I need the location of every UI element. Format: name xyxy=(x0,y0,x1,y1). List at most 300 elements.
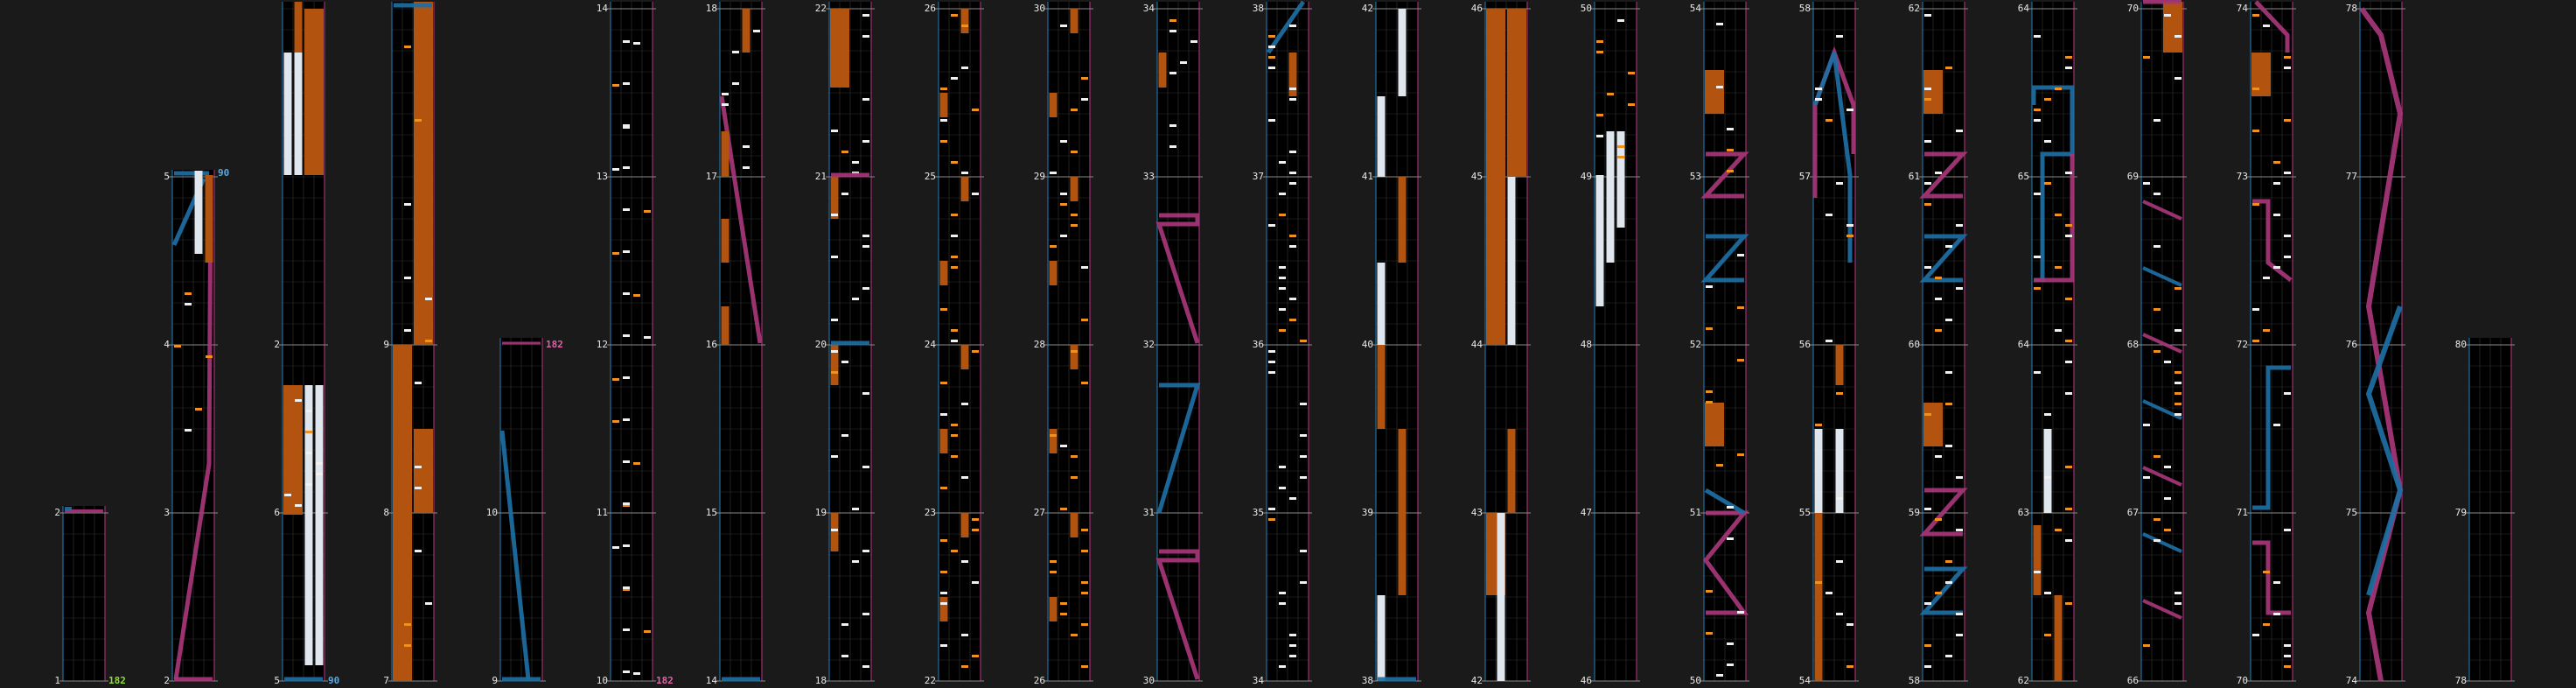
tap-note xyxy=(940,88,947,90)
measure-number: 46 xyxy=(1580,675,1592,686)
tap-note xyxy=(2252,203,2259,206)
tap-note xyxy=(1826,592,1833,594)
tap-note xyxy=(1060,235,1067,237)
tap-note xyxy=(1924,14,1931,17)
tap-note xyxy=(2044,140,2051,143)
tap-note xyxy=(972,193,979,195)
measure-number: 58 xyxy=(1908,675,1920,686)
hold-note xyxy=(743,9,750,53)
tap-note xyxy=(2065,466,2072,468)
tap-note xyxy=(1706,632,1713,635)
tap-note xyxy=(743,166,750,169)
tap-note xyxy=(1617,145,1624,148)
tap-note xyxy=(1268,350,1275,353)
tap-note xyxy=(1945,245,1952,248)
tap-note xyxy=(1924,88,1931,90)
tap-note xyxy=(862,665,869,668)
measure-number: 67 xyxy=(2126,507,2139,518)
tap-note xyxy=(1169,145,1176,148)
measure-number: 14 xyxy=(705,675,717,686)
tap-note xyxy=(1060,203,1067,206)
tap-note xyxy=(185,292,192,295)
tap-note xyxy=(1924,203,1931,206)
tap-note xyxy=(2284,655,2291,657)
measure-number: 76 xyxy=(2345,339,2357,350)
tap-note xyxy=(961,634,968,636)
measure-number: 49 xyxy=(1580,171,1592,182)
tap-note xyxy=(612,84,619,87)
tap-note xyxy=(2034,371,2041,374)
tap-note xyxy=(1289,151,1296,153)
measure-number: 26 xyxy=(1033,675,1045,686)
hold-note xyxy=(830,9,849,88)
hold-note xyxy=(1508,177,1516,345)
measure-number: 38 xyxy=(1361,675,1373,686)
measure-number: 36 xyxy=(1252,339,1264,350)
tap-note xyxy=(862,245,869,248)
hold-note xyxy=(722,306,730,345)
tap-note xyxy=(1945,581,1952,584)
tap-note xyxy=(862,98,869,101)
measure-number: 39 xyxy=(1361,507,1373,518)
tap-note xyxy=(1924,665,1931,668)
hold-note xyxy=(2044,429,2052,513)
measure-number: 5 xyxy=(164,171,170,182)
tap-note xyxy=(1289,182,1296,185)
tap-note xyxy=(2065,539,2072,542)
tap-note xyxy=(1956,130,1963,132)
tap-note xyxy=(1956,613,1963,615)
measure-number: 30 xyxy=(1142,675,1155,686)
tap-note xyxy=(1836,35,1843,38)
measure-number: 10 xyxy=(596,675,608,686)
tap-note xyxy=(841,151,848,153)
measure-number: 50 xyxy=(1689,675,1701,686)
tap-note xyxy=(2273,182,2280,185)
measure-number: 50 xyxy=(1580,3,1592,14)
hold-note xyxy=(1399,9,1407,96)
tap-note xyxy=(1060,613,1067,615)
tap-note xyxy=(1289,172,1296,174)
tap-note xyxy=(1081,77,1088,80)
measure-number: 51 xyxy=(1689,507,1701,518)
tap-note xyxy=(1815,424,1822,426)
tap-note xyxy=(1169,72,1176,74)
hold-note xyxy=(1705,403,1724,446)
measure-number: 3 xyxy=(164,507,170,518)
tap-note xyxy=(862,14,869,17)
measure-number: 40 xyxy=(1361,339,1373,350)
tap-note xyxy=(1945,371,1952,374)
hold-note xyxy=(195,171,203,254)
tap-note xyxy=(1727,642,1734,645)
tap-note xyxy=(1081,98,1088,101)
tap-note xyxy=(1060,25,1067,27)
tap-note xyxy=(1190,40,1197,43)
tap-note xyxy=(1268,119,1275,122)
measure-number: 70 xyxy=(2236,675,2248,686)
hold-note xyxy=(295,53,303,175)
hold-note xyxy=(940,93,948,117)
measure-number: 21 xyxy=(814,171,827,182)
tap-note xyxy=(862,550,869,552)
hold-note xyxy=(1159,53,1167,88)
tap-note xyxy=(2055,266,2062,269)
measure-number: 61 xyxy=(1908,171,1920,182)
tap-note xyxy=(2273,581,2280,584)
tap-note xyxy=(1300,581,1307,584)
tap-note xyxy=(1081,382,1088,384)
tap-note xyxy=(2284,665,2291,668)
tap-note xyxy=(1060,140,1067,143)
tap-note xyxy=(2154,350,2161,353)
hold-note xyxy=(1486,177,1505,345)
tap-note xyxy=(623,124,630,127)
tap-note xyxy=(1737,306,1744,309)
tap-note xyxy=(1081,623,1088,626)
tap-note xyxy=(2065,392,2072,395)
tap-note xyxy=(2034,287,2041,290)
measure-number: 64 xyxy=(2017,339,2029,350)
tap-note xyxy=(1706,327,1713,330)
tap-note xyxy=(1628,103,1635,106)
tap-note xyxy=(1300,455,1307,458)
measure-number: 38 xyxy=(1252,3,1264,14)
measure-number: 71 xyxy=(2236,507,2248,518)
tap-note xyxy=(185,303,192,305)
tap-note xyxy=(2284,67,2291,69)
tap-note xyxy=(1081,550,1088,552)
tap-note xyxy=(415,487,422,489)
hold-note xyxy=(1378,595,1386,681)
tap-note xyxy=(1716,464,1723,467)
tap-note xyxy=(1268,67,1275,69)
tap-note xyxy=(2284,392,2291,395)
measure-number: 5 xyxy=(274,675,280,686)
tap-note xyxy=(1289,655,1296,657)
tap-note xyxy=(2175,403,2182,405)
tap-note xyxy=(1836,560,1843,563)
tap-note xyxy=(951,235,958,237)
measure-number: 54 xyxy=(1689,3,1701,14)
tap-note xyxy=(972,581,979,584)
tap-note xyxy=(2164,361,2171,363)
measure-number: 7 xyxy=(383,675,389,686)
tap-note xyxy=(1300,340,1307,342)
measure-number: 9 xyxy=(383,339,389,350)
tap-note xyxy=(1279,487,1286,489)
tap-note xyxy=(972,350,979,353)
tap-note xyxy=(1836,392,1843,395)
measure-number: 15 xyxy=(705,507,717,518)
measure-number: 20 xyxy=(814,339,827,350)
measure-number: 69 xyxy=(2126,171,2139,182)
bpm-marker: 182 xyxy=(656,675,674,686)
tap-note xyxy=(961,476,968,479)
tap-note xyxy=(1279,592,1286,594)
hold-note xyxy=(1923,403,1943,446)
tap-note xyxy=(1596,114,1603,116)
tap-note xyxy=(841,361,848,363)
tap-note xyxy=(862,35,869,38)
hold-note xyxy=(1836,345,1844,385)
measure-number: 24 xyxy=(924,339,936,350)
measure-number: 62 xyxy=(2017,675,2029,686)
hold-note xyxy=(393,345,412,681)
hold-note xyxy=(2055,595,2063,681)
measure-number: 80 xyxy=(2454,339,2467,350)
tap-note xyxy=(2044,98,2051,101)
hold-note xyxy=(1815,429,1823,513)
tap-note xyxy=(2284,235,2291,237)
tap-note xyxy=(316,462,323,465)
measure-number: 29 xyxy=(1033,171,1045,182)
tap-note xyxy=(951,434,958,437)
tap-note xyxy=(2273,214,2280,216)
measure-number: 22 xyxy=(814,3,827,14)
tap-note xyxy=(831,214,838,216)
measure-number: 2 xyxy=(54,507,60,518)
tap-note xyxy=(841,434,848,437)
measure-number: 58 xyxy=(1798,3,1811,14)
tap-note xyxy=(1945,67,1952,69)
tap-note xyxy=(951,14,958,17)
tap-note xyxy=(951,77,958,80)
tap-note xyxy=(831,371,838,374)
tap-note xyxy=(972,109,979,111)
tap-note xyxy=(415,466,422,468)
hold-note xyxy=(1050,93,1058,117)
tap-note xyxy=(1815,581,1822,584)
tap-note xyxy=(1289,634,1296,636)
hold-note xyxy=(1050,597,1058,621)
tap-note xyxy=(2252,130,2259,132)
tap-note xyxy=(862,466,869,468)
measure-number: 16 xyxy=(705,339,717,350)
tap-note xyxy=(2175,592,2182,594)
tap-note xyxy=(1289,497,1296,500)
hold-note xyxy=(284,53,292,175)
tap-note xyxy=(623,40,630,43)
tap-note xyxy=(1727,537,1734,540)
tap-note xyxy=(961,560,968,563)
measure-number: 73 xyxy=(2236,171,2248,182)
hold-note xyxy=(414,2,433,345)
tap-note xyxy=(633,42,640,45)
tap-note xyxy=(1081,581,1088,584)
hold-note xyxy=(1071,345,1079,369)
tap-note xyxy=(1706,390,1713,393)
tap-note xyxy=(1924,644,1931,647)
tap-note xyxy=(1268,371,1275,374)
tap-note xyxy=(1727,663,1734,666)
tap-note xyxy=(1727,506,1734,509)
tap-note xyxy=(623,460,630,463)
tap-note xyxy=(1071,224,1078,227)
tap-note xyxy=(2065,602,2072,605)
hold-note xyxy=(1508,429,1516,513)
tap-note xyxy=(862,287,869,290)
tap-note xyxy=(1279,329,1286,332)
tap-note xyxy=(404,329,411,332)
tap-note xyxy=(951,214,958,216)
bpm-marker: 90 xyxy=(328,675,340,686)
tap-note xyxy=(1617,156,1624,158)
tap-note xyxy=(1300,550,1307,552)
hold-note xyxy=(1607,131,1615,263)
tap-note xyxy=(1289,245,1296,248)
tap-note xyxy=(1924,140,1931,143)
tap-note xyxy=(2154,245,2161,248)
tap-note xyxy=(972,655,979,657)
tap-note xyxy=(2055,329,2062,332)
tap-note xyxy=(1279,602,1286,605)
hold-note xyxy=(1399,177,1407,263)
tap-note xyxy=(940,413,947,416)
tap-note xyxy=(1289,319,1296,321)
measure-number: 35 xyxy=(1252,507,1264,518)
tap-note xyxy=(404,277,411,279)
hold-note xyxy=(1596,175,1604,306)
tap-note xyxy=(2154,119,2161,122)
tap-note xyxy=(295,399,302,402)
measure-number: 77 xyxy=(2345,171,2357,182)
hold-note xyxy=(1378,96,1386,177)
measure-number: 2 xyxy=(274,339,280,350)
tap-note xyxy=(2143,424,2150,426)
tap-note xyxy=(1279,287,1286,290)
tap-note xyxy=(1945,445,1952,447)
hold-note xyxy=(1071,177,1079,201)
hold-note xyxy=(1399,429,1407,513)
tap-note xyxy=(940,382,947,384)
hold-note xyxy=(304,9,324,175)
tap-note xyxy=(1268,361,1275,363)
tap-note xyxy=(623,292,630,295)
tap-note xyxy=(951,340,958,342)
tap-note xyxy=(940,308,947,311)
tap-note xyxy=(1706,590,1713,593)
tap-note xyxy=(1826,119,1833,122)
tap-note xyxy=(2175,77,2182,80)
tap-note xyxy=(1737,359,1744,362)
tap-note xyxy=(2044,413,2051,416)
measure-number: 10 xyxy=(485,507,498,518)
measure-number: 75 xyxy=(2345,507,2357,518)
tap-note xyxy=(1300,476,1307,479)
tap-note xyxy=(1836,613,1843,615)
tap-note xyxy=(1289,25,1296,27)
tap-note xyxy=(425,340,432,342)
measure-number: 37 xyxy=(1252,171,1264,182)
tap-note xyxy=(206,355,213,358)
measure-number: 2 xyxy=(164,675,170,686)
tap-note xyxy=(1815,88,1822,90)
measure-number: 6 xyxy=(274,507,280,518)
tap-note xyxy=(404,203,411,206)
tap-note xyxy=(633,672,640,675)
tap-note xyxy=(841,655,848,657)
tap-note xyxy=(852,298,859,300)
tap-note xyxy=(2175,35,2182,38)
tap-note xyxy=(2055,214,2062,216)
hold-note xyxy=(831,177,839,219)
tap-note xyxy=(1607,93,1614,95)
tap-note xyxy=(2175,392,2182,395)
hold-note xyxy=(1050,429,1058,453)
tap-note xyxy=(852,508,859,510)
bpm-marker: 90 xyxy=(218,167,230,179)
tap-note xyxy=(1071,151,1078,153)
tap-note xyxy=(2273,266,2280,269)
tap-note xyxy=(961,67,968,69)
hold-note xyxy=(1378,345,1386,429)
tap-note xyxy=(1169,124,1176,127)
tap-note xyxy=(1727,149,1734,151)
tap-note xyxy=(2154,308,2161,311)
tap-note xyxy=(831,319,838,321)
measure-number: 4 xyxy=(164,339,170,350)
tap-note xyxy=(1737,611,1744,614)
tap-note xyxy=(961,665,968,668)
tap-note xyxy=(1716,86,1723,88)
tap-note xyxy=(1956,476,1963,479)
hold-note xyxy=(1836,429,1844,513)
tap-note xyxy=(2065,67,2072,69)
tap-note xyxy=(1081,266,1088,269)
tap-note xyxy=(852,560,859,563)
measure-number: 60 xyxy=(1908,339,1920,350)
tap-note xyxy=(1050,560,1057,563)
tap-note xyxy=(1060,445,1067,447)
tap-note xyxy=(644,630,651,633)
measure-number: 70 xyxy=(2126,3,2139,14)
tap-note xyxy=(305,410,312,412)
tap-note xyxy=(425,602,432,605)
hold-note xyxy=(1050,261,1058,285)
tap-note xyxy=(623,250,630,253)
tap-note xyxy=(2252,340,2259,342)
tap-note xyxy=(1945,403,1952,405)
tap-note xyxy=(633,462,640,465)
tap-note xyxy=(2154,539,2161,542)
tap-note xyxy=(972,529,979,531)
tap-note xyxy=(732,51,739,53)
tap-note xyxy=(2055,529,2062,531)
tap-note xyxy=(940,119,947,122)
tap-note xyxy=(623,208,630,211)
measure-number: 18 xyxy=(705,3,717,14)
tap-note xyxy=(2143,56,2150,59)
tap-note xyxy=(732,82,739,85)
tap-note xyxy=(1050,172,1057,174)
measure-number: 53 xyxy=(1689,171,1701,182)
tap-note xyxy=(1060,602,1067,605)
hold-note xyxy=(961,345,969,369)
measure-number: 66 xyxy=(2126,675,2139,686)
measure-number: 27 xyxy=(1033,507,1045,518)
tap-note xyxy=(1060,193,1067,195)
hold-note xyxy=(1923,70,1943,114)
hold-note xyxy=(1705,70,1724,114)
tap-note xyxy=(2065,172,2072,174)
tap-note xyxy=(295,504,302,507)
bpm-marker: 182 xyxy=(546,339,563,350)
tap-note xyxy=(1081,319,1088,321)
tap-note xyxy=(2263,25,2270,27)
tap-note xyxy=(1081,592,1088,594)
tap-note xyxy=(862,140,869,143)
